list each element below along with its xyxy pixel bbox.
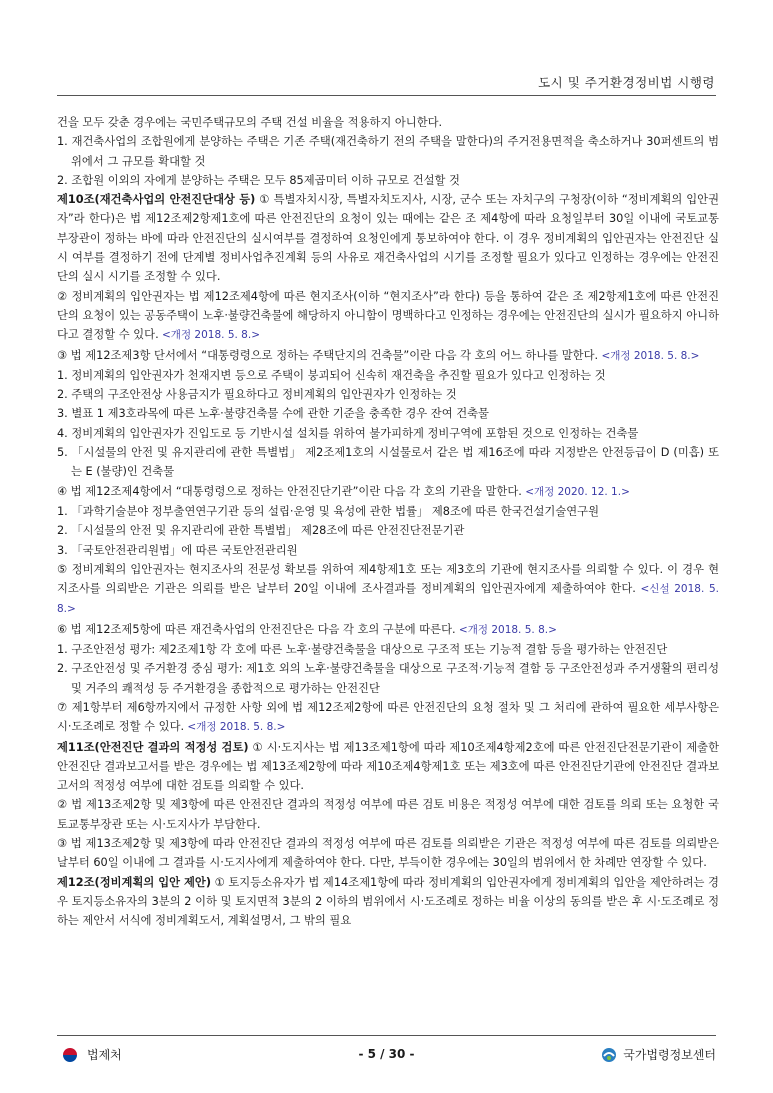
- paragraph-text: 2. 구조안전성 및 주거환경 중심 평가: 제1호 외의 노후·불량건축물을 대상으로 구조적·기능적 결함 등 구조안전성과 주거생활의 편리성 및 거주의 쾌적성 등 주거환경을 종합적으로 평가하는 안전진단: [57, 662, 719, 695]
- paragraph-text: ② 법 제13조제2항 및 제3항에 따른 안전진단 결과의 적정성 여부에 따른 검토 비용은 적정성 여부에 대한 검토를 의뢰 또는 요청한 국토교통부장관 또는 시·도지사가 부담한다.: [57, 798, 719, 831]
- paragraph-text: 5. 「시설물의 안전 및 유지관리에 관한 특별법」 제2조제1호의 시설물로서 같은 법 제16조에 따라 지정받은 안전등급이 D (미흡) 또는 E (불량)인 건축물: [57, 446, 719, 479]
- header-divider: [57, 95, 716, 96]
- clause-paragraph: [57, 698, 719, 738]
- paragraph-text: ⑤ 정비계획의 입안권자는 현지조사의 전문성 확보를 위하여 제4항제1호 또는 제3호의 기관에 현지조사를 의뢰할 수 있다. 이 경우 현지조사를 의뢰받은 기관은 의뢰를 받은 날부터 20일 이내에 조사결과를 정비계획의 입안권자에게 제출하여야 한다.: [57, 562, 719, 596]
- article-paragraph: [57, 873, 719, 931]
- clause-paragraph: [57, 620, 719, 640]
- paragraph-text: 1. 구조안전성 평가: 제2조제1항 각 호에 따른 노후·불량건축물을 대상으로 구조적 또는 기능적 결함 등을 평가하는 안전진단: [57, 643, 668, 657]
- page-number: - 5 / 30 -: [358, 1047, 415, 1061]
- clause-paragraph: [57, 560, 719, 620]
- paragraph-text: 2. 주택의 구조안전상 사용금지가 필요하다고 정비계획의 입안권자가 인정하는 것: [57, 388, 457, 402]
- paragraph-text: 건을 모두 갖춘 경우에는 국민주택규모의 주택 건설 비율을 적용하지 아니한다.: [57, 116, 443, 129]
- paragraph-text: 2. 조합원 이외의 자에게 분양하는 주택은 모두 85제곱미터 이하 규모로 건설할 것: [57, 173, 460, 187]
- amendment-note: <개정 2020. 12. 1.>: [521, 485, 630, 498]
- article-title: 제11조(안전진단 결과의 적정성 검토): [57, 740, 249, 754]
- article-paragraph: [57, 738, 719, 796]
- page-footer: [57, 1044, 716, 1068]
- article-title: 제12조(정비계획의 입안 제안): [57, 875, 211, 889]
- body-paragraph: [57, 113, 719, 132]
- paragraph-text: ⑥ 법 제12조제5항에 따른 재건축사업의 안전진단은 다음 각 호의 구분에 따른다.: [57, 622, 456, 636]
- clause-paragraph: [57, 482, 719, 502]
- paragraph-text: 1. 정비계획의 입안권자가 천재지변 등으로 주택이 붕괴되어 신속히 재건축을 추진할 필요가 있다고 인정하는 것: [57, 368, 606, 382]
- paragraph-text: 4. 정비계획의 입안권자가 진입도로 등 기반시설 설치를 위하여 불가피하게 정비구역에 포함된 것으로 인정하는 건축물: [57, 426, 639, 440]
- document-title: 도시 및 주거환경정비법 시행령: [538, 75, 715, 90]
- article-title: 제10조(재건축사업의 안전진단대상 등): [57, 193, 256, 207]
- list-item: [57, 502, 719, 521]
- footer-org-label: 법제처: [87, 1048, 122, 1062]
- list-item: [57, 385, 719, 404]
- amendment-note: <개정 2018. 5. 8.>: [455, 623, 557, 636]
- amendment-note: <개정 2018. 5. 8.>: [158, 329, 260, 342]
- list-item: [57, 443, 719, 482]
- paragraph-text: ⑦ 제1항부터 제6항까지에서 규정한 사항 외에 법 제12조제2항에 따른 안전진단의 요청 절차 및 그 처리에 관하여 필요한 세부사항은 시·도조례로 정할 수 있다.: [57, 700, 719, 734]
- paragraph-text: ① 시·도지사는 법 제13조제1항에 따라 제10조제4항제2호에 따른 안전진단전문기관이 제출한 안전진단 결과보고서를 받은 경우에는 법 제13조제2항에 따라 제10조제4항제1호 또는 제3호에 따른 안전진단기관에 안전진단 결과보고서의 적정성 여부에 대한 검토를 의뢰할 수 있다.: [57, 740, 719, 793]
- paragraph-text: ③ 법 제13조제2항 및 제3항에 따라 안전진단 결과의 적정성 여부에 따른 검토를 의뢰받은 기관은 적정성 여부에 따른 검토를 의뢰받은 날부터 60일 이내에 그 결과를 시·도지사에게 제출하여야 한다. 다만, 부득이한 경우에는 30일의 범위에서 한 차례만 연장할 수 있다.: [57, 836, 719, 870]
- list-item: [57, 541, 719, 560]
- list-item: [57, 424, 719, 443]
- clause-paragraph: [57, 287, 719, 346]
- paragraph-text: 1. 「과학기술분야 정부출연연구기관 등의 설립·운영 및 육성에 관한 법률」 제8조에 따른 한국건설기술연구원: [57, 504, 599, 518]
- paragraph-text: 2. 「시설물의 안전 및 유지관리에 관한 특별법」 제28조에 따른 안전진단전문기관: [57, 524, 465, 538]
- paragraph-text: ② 정비계획의 입안권자는 법 제12조제4항에 따른 현지조사(이하 “현지조사”라 한다) 등을 통하여 같은 조 제2항제1호에 따른 안전진단의 요청이 있는 공동주택이 노후·불량건축물에 해당하지 아니함이 명백하다고 인정하는 경우에는 안전진단의 실시가 필요하지 아니하다고 결정할 수 있다.: [57, 289, 719, 342]
- paragraph-text: 1. 재건축사업의 조합원에게 분양하는 주택은 기존 주택(재건축하기 전의 주택을 말한다)의 주거전용면적을 축소하거나 30퍼센트의 범위에서 그 규모를 확대할 것: [57, 135, 719, 168]
- paragraph-text: ① 토지등소유자가 법 제14조제1항에 따라 정비계획의 입안권자에게 정비계획의 입안을 제안하려는 경우 토지등소유자의 3분의 2 이하 및 토지면적 3분의 2 이하의 범위에서 시·도조례로 정하는 비율 이상의 동의를 받은 후 시·도조례로 정하는 제안서 서식에 정비계획도서, 계획설명서, 그 밖의 필요: [57, 875, 719, 928]
- amendment-note: <개정 2018. 5. 8.>: [598, 349, 700, 362]
- list-item: [57, 366, 719, 385]
- footer-center-label: 국가법령정보센터: [623, 1048, 716, 1062]
- article-paragraph: [57, 190, 719, 286]
- amendment-note: <신설 2018. 5. 8.>: [57, 583, 719, 616]
- list-item: [57, 404, 719, 423]
- list-item: [57, 521, 719, 540]
- paragraph-text: ③ 법 제12조제3항 단서에서 “대통령령으로 정하는 주택단지의 건축물”이란 다음 각 호의 어느 하나를 말한다.: [57, 348, 599, 362]
- clause-paragraph: [57, 834, 719, 873]
- amendment-note: <개정 2018. 5. 8.>: [184, 721, 286, 734]
- document-body: [57, 113, 719, 930]
- list-item: [57, 171, 719, 190]
- paragraph-text: 3. 별표 1 제3호라목에 따른 노후·불량건축물 수에 관한 기준을 충족한 경우 잔여 건축물: [57, 407, 489, 421]
- list-item: [57, 640, 719, 659]
- paragraph-text: ① 특별자치시장, 특별자치도지사, 시장, 군수 또는 자치구의 구청장(이하 “정비계획의 입안권자”라 한다)은 법 제12조제2항제1호에 따른 안전진단의 요청이 있는 때에는 같은 조 제4항에 따라 요청일부터 30일 이내에 국토교통부장관이 정하는 바에 따라 안전진단의 실시여부를 결정하여 요청인에게 통보하여야 한다. 이 경우 정비계획의 입안권자는 안전진단 실시 여부를 결정하기 전에 단계별 정비사업추진계획 등의 사유로 재건축사업의 시기를 조정할 필요가 있다고 인정하는 경우에는 안전진단의 실시 시기를 조정할 수 있다.: [57, 193, 719, 284]
- clause-paragraph: [57, 346, 719, 366]
- paragraph-text: ④ 법 제12조제4항에서 “대통령령으로 정하는 안전진단기관”이란 다음 각 호의 기관을 말한다.: [57, 484, 522, 498]
- footer-right: [601, 1046, 716, 1063]
- list-item: [57, 132, 719, 171]
- list-item: [57, 659, 719, 698]
- paragraph-text: 3. 「국토안전관리원법」에 따른 국토안전관리원: [57, 543, 298, 557]
- footer-divider: [57, 1035, 716, 1036]
- clause-paragraph: [57, 795, 719, 834]
- law-center-logo-icon: [601, 1047, 617, 1063]
